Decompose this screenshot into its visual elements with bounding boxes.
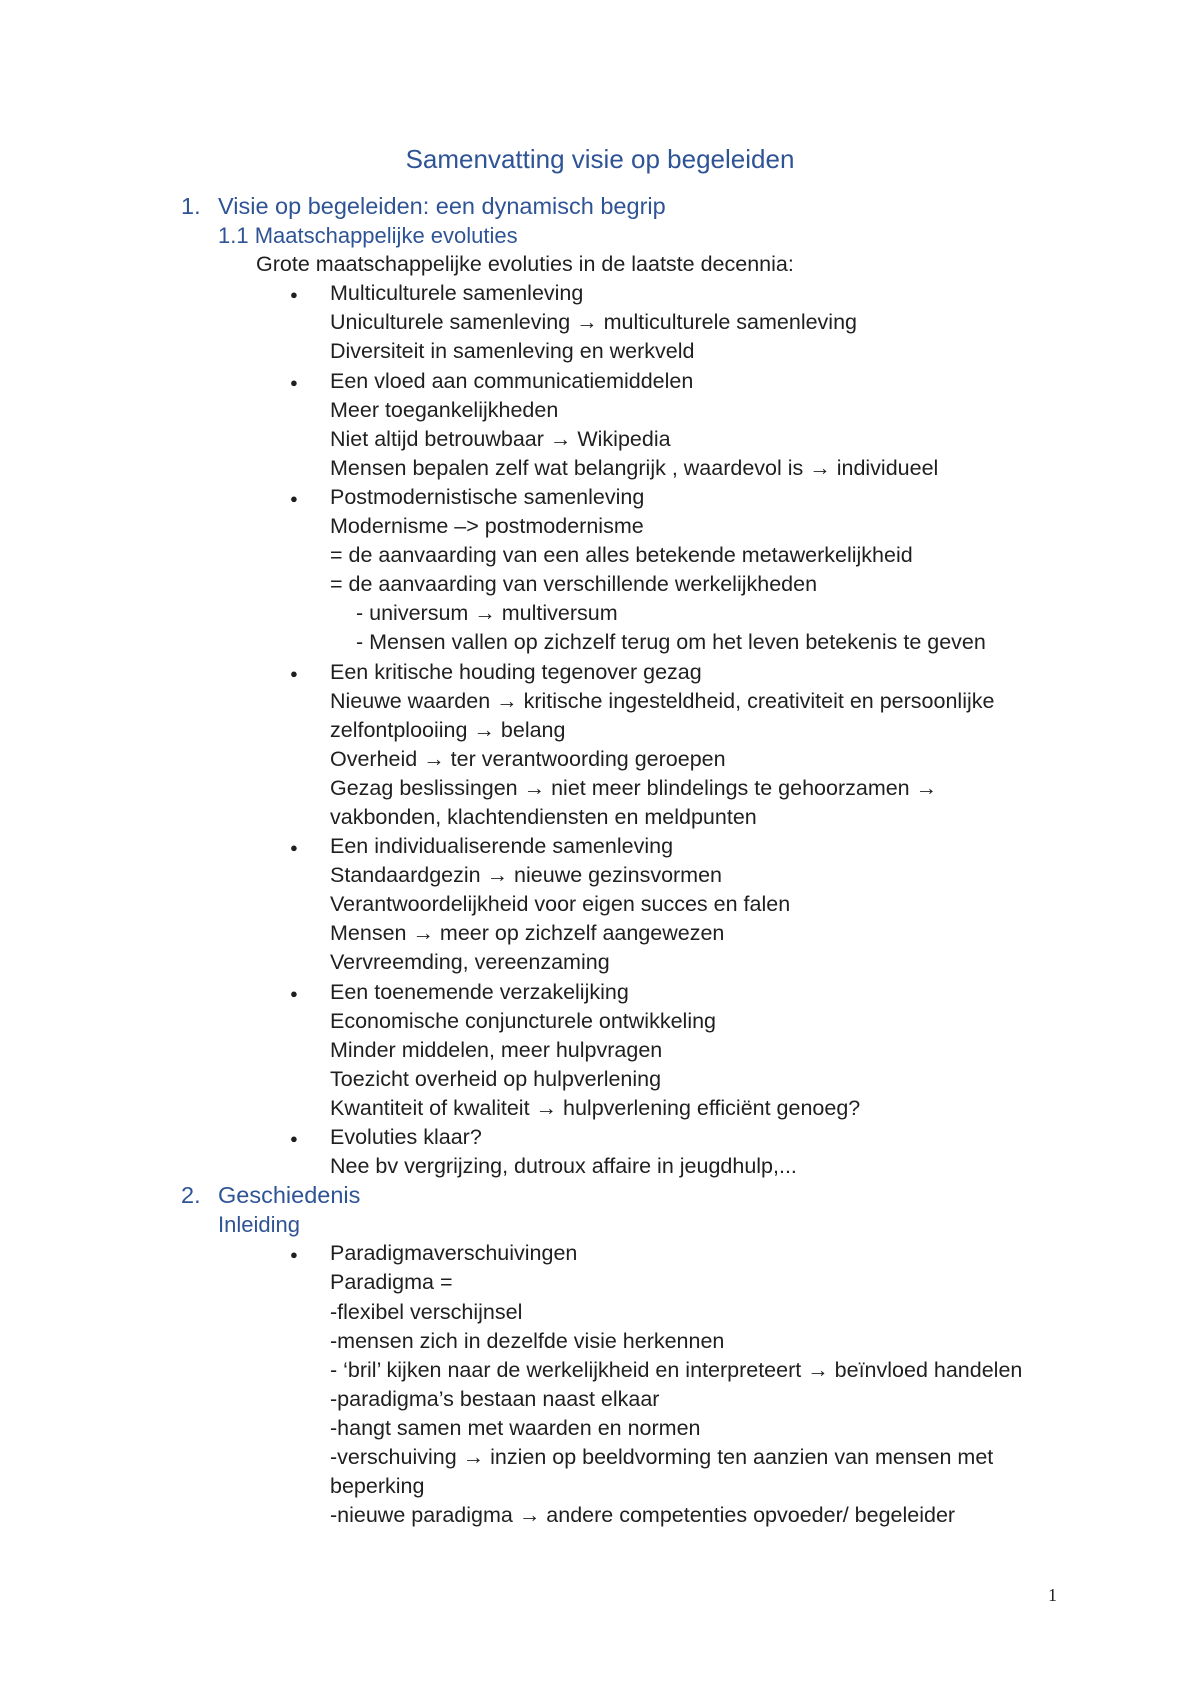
- bullet-line: = de aanvaarding van verschillende werkelijkheden: [330, 572, 818, 597]
- bullet-line: Mensen → meer op zichzelf aangewezen: [330, 921, 725, 946]
- bullet-line: Gezag beslissingen → niet meer blindelings te gehoorzamen →: [330, 775, 938, 800]
- bullet-line: Modernisme –> postmodernisme: [330, 514, 644, 539]
- bullet-line: Uniculturele samenleving → multiculturele samenleving: [330, 310, 857, 335]
- bullet-line: Toezicht overheid op hulpverlening: [330, 1066, 662, 1091]
- bullet-line: Minder middelen, meer hulpvragen: [330, 1037, 663, 1062]
- text-line: [0, 948, 1200, 977]
- text-line: [0, 1094, 1200, 1123]
- bullet-line: Nieuwe waarden → kritische ingesteldheid, creativiteit en persoonlijke: [330, 688, 995, 713]
- text-line: [0, 745, 1200, 774]
- sub-heading: 1.1 Maatschappelijke evoluties: [218, 223, 518, 249]
- text-line: [0, 1268, 1200, 1297]
- bullet-title: Evoluties klaar?: [330, 1125, 482, 1149]
- text-line: [0, 337, 1200, 366]
- text-line: [0, 861, 1200, 890]
- text-line: [0, 1152, 1200, 1181]
- text-line: [0, 1356, 1200, 1385]
- text-line: [0, 483, 1200, 512]
- text-line: [0, 1443, 1200, 1472]
- text-line: [0, 192, 1200, 221]
- bullet-dot-icon: ●: [290, 1131, 298, 1146]
- text-line: [0, 628, 1200, 657]
- text-line: [0, 1239, 1200, 1268]
- bullet-title: Een toenemende verzakelijking: [330, 979, 629, 1004]
- text-line: [0, 919, 1200, 948]
- text-line: [0, 1385, 1200, 1414]
- bullet-title: Een kritische houding tegenover gezag: [330, 659, 702, 684]
- text-line: [0, 1210, 1200, 1239]
- bullet-line: Kwantiteit of kwaliteit → hulpverlening efficiënt genoeg?: [330, 1095, 861, 1120]
- text-line: [0, 1007, 1200, 1036]
- text-line: [0, 570, 1200, 599]
- bullet-line: -hangt samen met waarden en normen: [330, 1415, 701, 1440]
- document-body: [0, 192, 1200, 1530]
- bullet-line: -nieuwe paradigma → andere competenties opvoeder/ begeleider: [330, 1503, 956, 1528]
- bullet-line: Meer toegankelijkheden: [330, 397, 559, 422]
- bullet-line: -verschuiving → inzien op beeldvorming ten aanzien van mensen met: [330, 1445, 994, 1470]
- text-line: [0, 1036, 1200, 1065]
- text-line: [0, 425, 1200, 454]
- section-number: 2.: [181, 1182, 201, 1209]
- text-line: [0, 1414, 1200, 1443]
- text-line: [0, 803, 1200, 832]
- text-line: [0, 978, 1200, 1007]
- page-number: 1: [1048, 1585, 1057, 1605]
- bullet-line: Verantwoordelijkheid voor eigen succes en falen: [330, 892, 791, 917]
- text-line: [0, 832, 1200, 861]
- bullet-line: -mensen zich in dezelfde visie herkennen: [330, 1328, 725, 1353]
- dash-line: - Mensen vallen op zichzelf terug om het leven betekenis te geven: [356, 630, 986, 655]
- text-line: [0, 396, 1200, 425]
- text-line: [0, 687, 1200, 716]
- bullet-dot-icon: ●: [290, 374, 298, 390]
- text-line: [0, 890, 1200, 919]
- intro-text: Grote maatschappelijke evoluties in de laatste decennia:: [256, 252, 794, 277]
- text-line: [0, 512, 1200, 541]
- bullet-line: vakbonden, klachtendiensten en meldpunten: [330, 804, 757, 829]
- text-line: [0, 1181, 1200, 1210]
- text-line: [0, 1472, 1200, 1501]
- bullet-line: beperking: [330, 1474, 425, 1499]
- bullet-dot-icon: ●: [290, 840, 298, 856]
- bullet-dot-icon: ●: [290, 985, 298, 1001]
- text-line: [0, 250, 1200, 279]
- bullet-title: Postmodernistische samenleving: [330, 484, 645, 509]
- bullet-title: Paradigmaverschuivingen: [330, 1241, 578, 1266]
- section-number: 1.: [181, 193, 201, 219]
- text-line: [0, 367, 1200, 396]
- sub-heading: Inleiding: [218, 1212, 300, 1238]
- bullet-title: Een vloed aan communicatiemiddelen: [330, 368, 694, 393]
- document-title: Samenvatting visie op begeleiden: [405, 144, 795, 174]
- bullet-line: Economische conjuncturele ontwikkeling: [330, 1008, 717, 1033]
- text-line: [0, 716, 1200, 745]
- text-line: [0, 454, 1200, 483]
- text-line: [0, 279, 1200, 308]
- dash-line: - universum → multiversum: [356, 601, 618, 626]
- bullet-line: Mensen bepalen zelf wat belangrijk , waardevol is → individueel: [330, 455, 939, 480]
- bullet-line: Nee bv vergrijzing, dutroux affaire in jeugdhulp,...: [330, 1154, 797, 1179]
- bullet-line: -flexibel verschijnsel: [330, 1299, 523, 1324]
- bullet-line: zelfontplooiing → belang: [330, 717, 566, 742]
- section-heading: Visie op begeleiden: een dynamisch begrip: [218, 193, 666, 219]
- text-line: [0, 541, 1200, 570]
- bullet-line: - ‘bril’ kijken naar de werkelijkheid en interpreteert → beïnvloed handelen: [330, 1357, 1023, 1382]
- bullet-title: Een individualiserende samenleving: [330, 834, 674, 859]
- bullet-line: -paradigma’s bestaan naast elkaar: [330, 1386, 660, 1411]
- text-line: [0, 599, 1200, 628]
- bullet-title: Multiculturele samenleving: [330, 281, 584, 306]
- text-line: [0, 308, 1200, 337]
- bullet-line: Vervreemding, vereenzaming: [330, 950, 610, 975]
- text-line: [0, 1501, 1200, 1530]
- text-line: [0, 221, 1200, 250]
- text-line: [0, 774, 1200, 803]
- bullet-line: Niet altijd betrouwbaar → Wikipedia: [330, 426, 671, 451]
- bullet-dot-icon: ●: [290, 665, 298, 681]
- bullet-dot-icon: ●: [290, 1247, 298, 1263]
- text-line: [0, 658, 1200, 687]
- bullet-dot-icon: ●: [290, 287, 298, 303]
- bullet-line: Overheid → ter verantwoording geroepen: [330, 746, 726, 771]
- bullet-line: Standaardgezin → nieuwe gezinsvormen: [330, 863, 723, 888]
- bullet-line: Paradigma =: [330, 1270, 453, 1295]
- text-line: [0, 1327, 1200, 1356]
- bullet-line: = de aanvaarding van een alles betekende metawerkelijkheid: [330, 543, 913, 568]
- bullet-dot-icon: ●: [290, 490, 298, 506]
- section-heading: Geschiedenis: [218, 1182, 361, 1209]
- text-line: [0, 1123, 1200, 1152]
- bullet-line: Diversiteit in samenleving en werkveld: [330, 339, 695, 364]
- text-line: [0, 1298, 1200, 1327]
- text-line: [0, 1065, 1200, 1094]
